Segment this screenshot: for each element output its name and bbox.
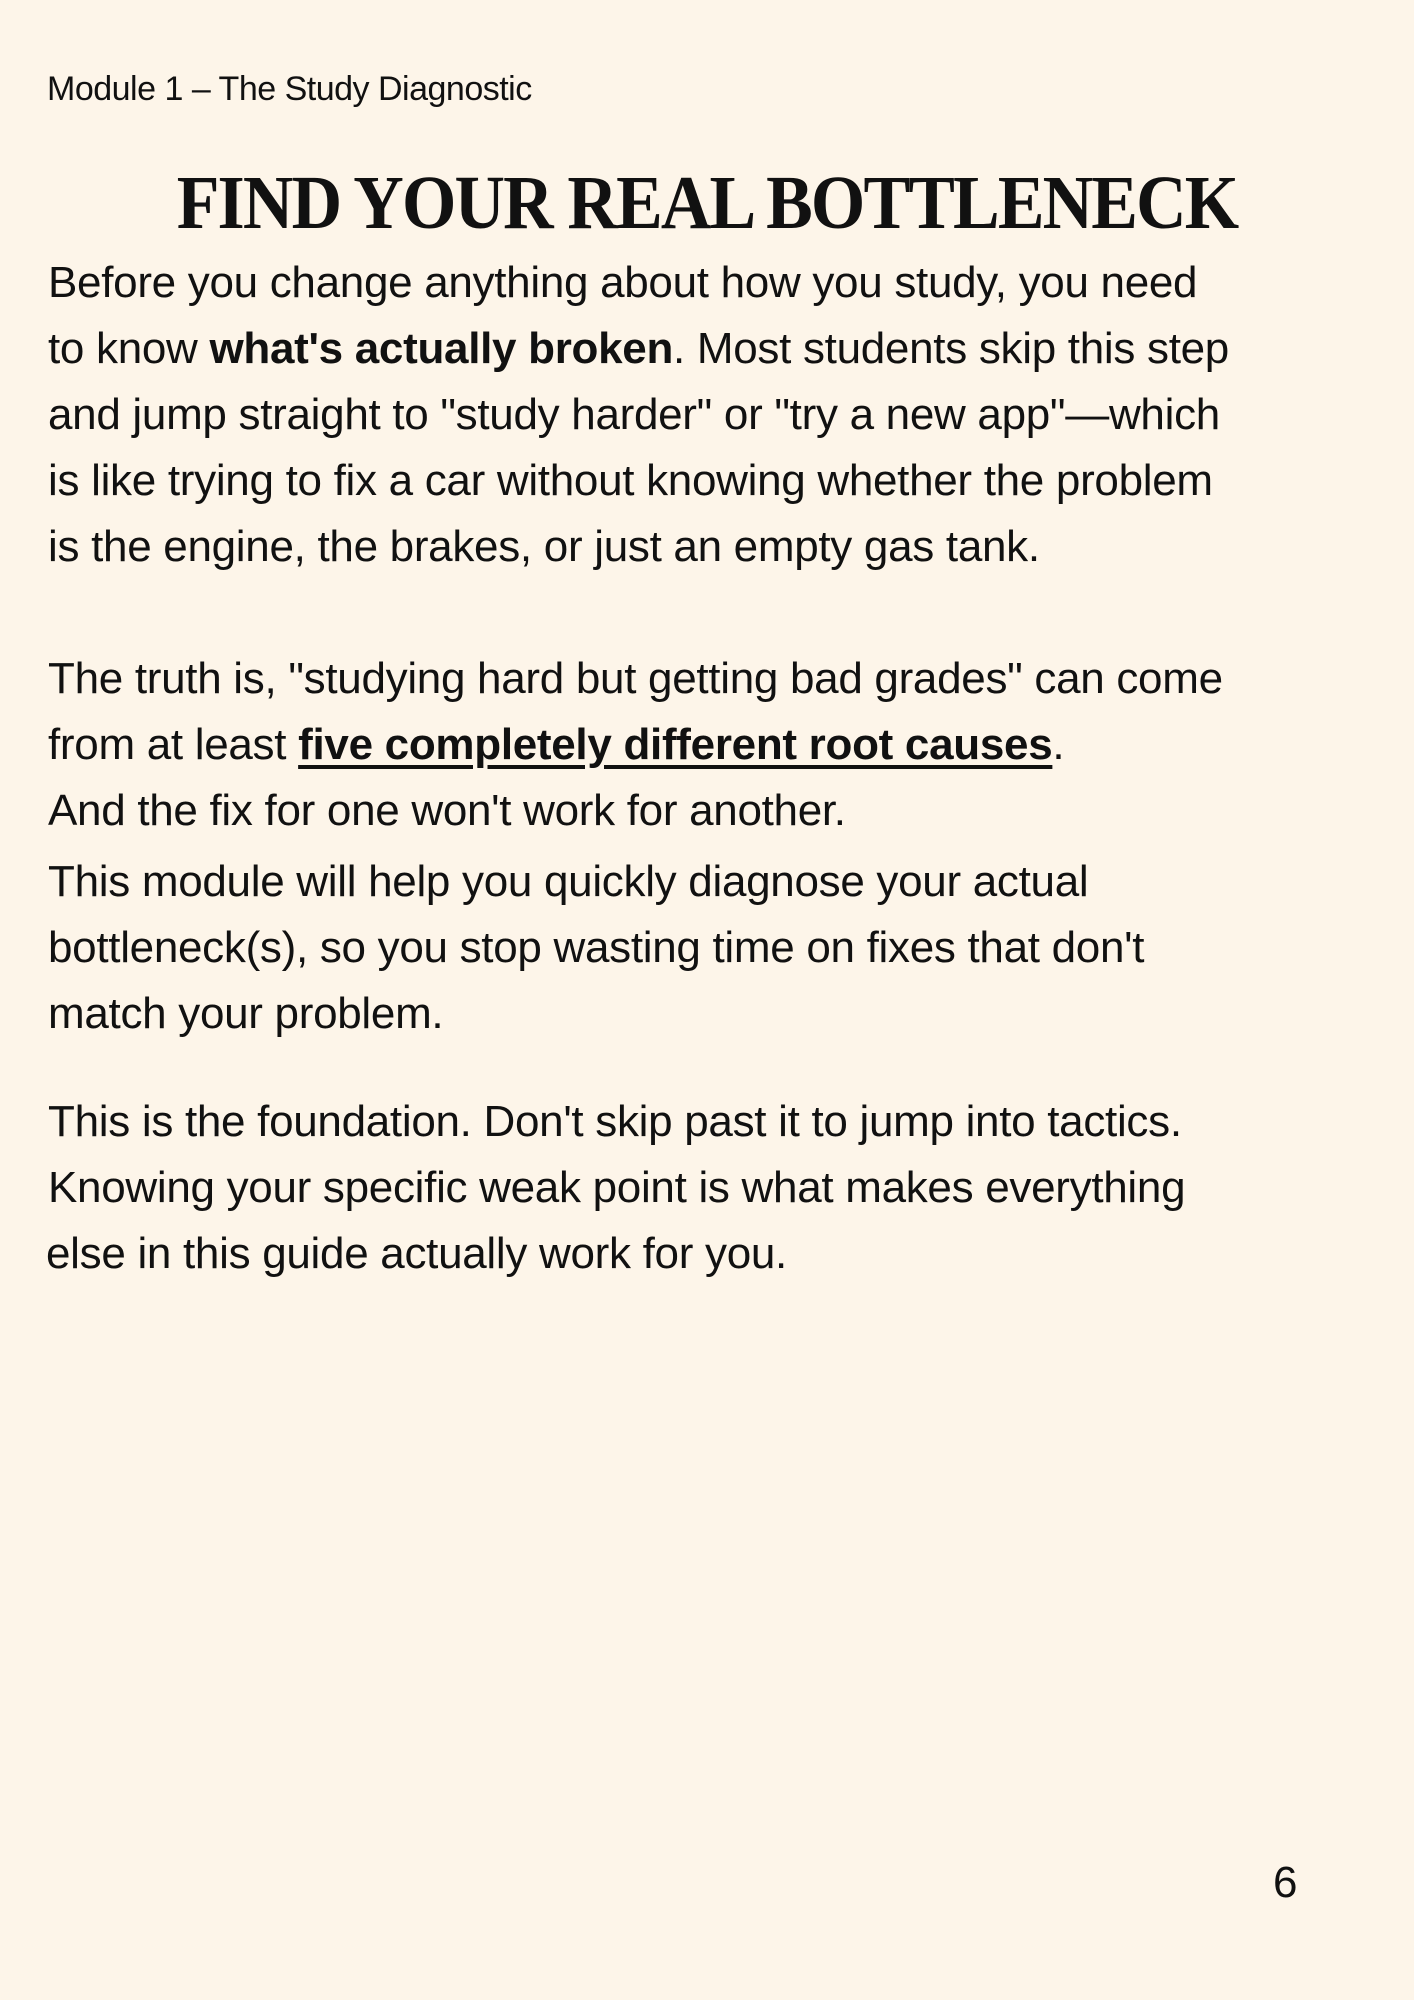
underlined-bold-text: five completely different root causes [298, 720, 1053, 769]
text-line: The truth is, "studying hard but getting bad grades" can come [48, 654, 1223, 703]
text-line: is like trying to fix a car without knowing whether the problem [48, 456, 1213, 505]
text: to know [48, 324, 210, 373]
text: . Most students skip this step [673, 324, 1229, 373]
module-header: Module 1 – The Study Diagnostic [47, 70, 532, 108]
text-line: This module will help you quickly diagnose your actual [48, 857, 1089, 906]
text-line [48, 324, 1229, 374]
text-line: and jump straight to "study harder" or "try a new app"—which [48, 390, 1220, 439]
page-title: FIND YOUR REAL BOTTLENECK [176, 161, 1238, 245]
text-line: match your problem. [48, 989, 444, 1038]
text-line: And the fix for one won't work for another. [48, 786, 846, 835]
text-line: else in this guide actually work for you. [46, 1229, 787, 1278]
text-line: This is the foundation. Don't skip past it to jump into tactics. [48, 1097, 1182, 1146]
text-line: Knowing your specific weak point is what makes everything [48, 1163, 1186, 1212]
page-number: 6 [1273, 1858, 1298, 1907]
text-line: is the engine, the brakes, or just an empty gas tank. [48, 522, 1040, 571]
text-line: bottleneck(s), so you stop wasting time on fixes that don't [48, 923, 1145, 972]
text-line: Before you change anything about how you study, you need [48, 258, 1198, 307]
bold-text: what's actually broken [209, 324, 674, 373]
text-line [48, 720, 1064, 770]
text: from at least [48, 720, 299, 769]
text: . [1052, 720, 1065, 769]
